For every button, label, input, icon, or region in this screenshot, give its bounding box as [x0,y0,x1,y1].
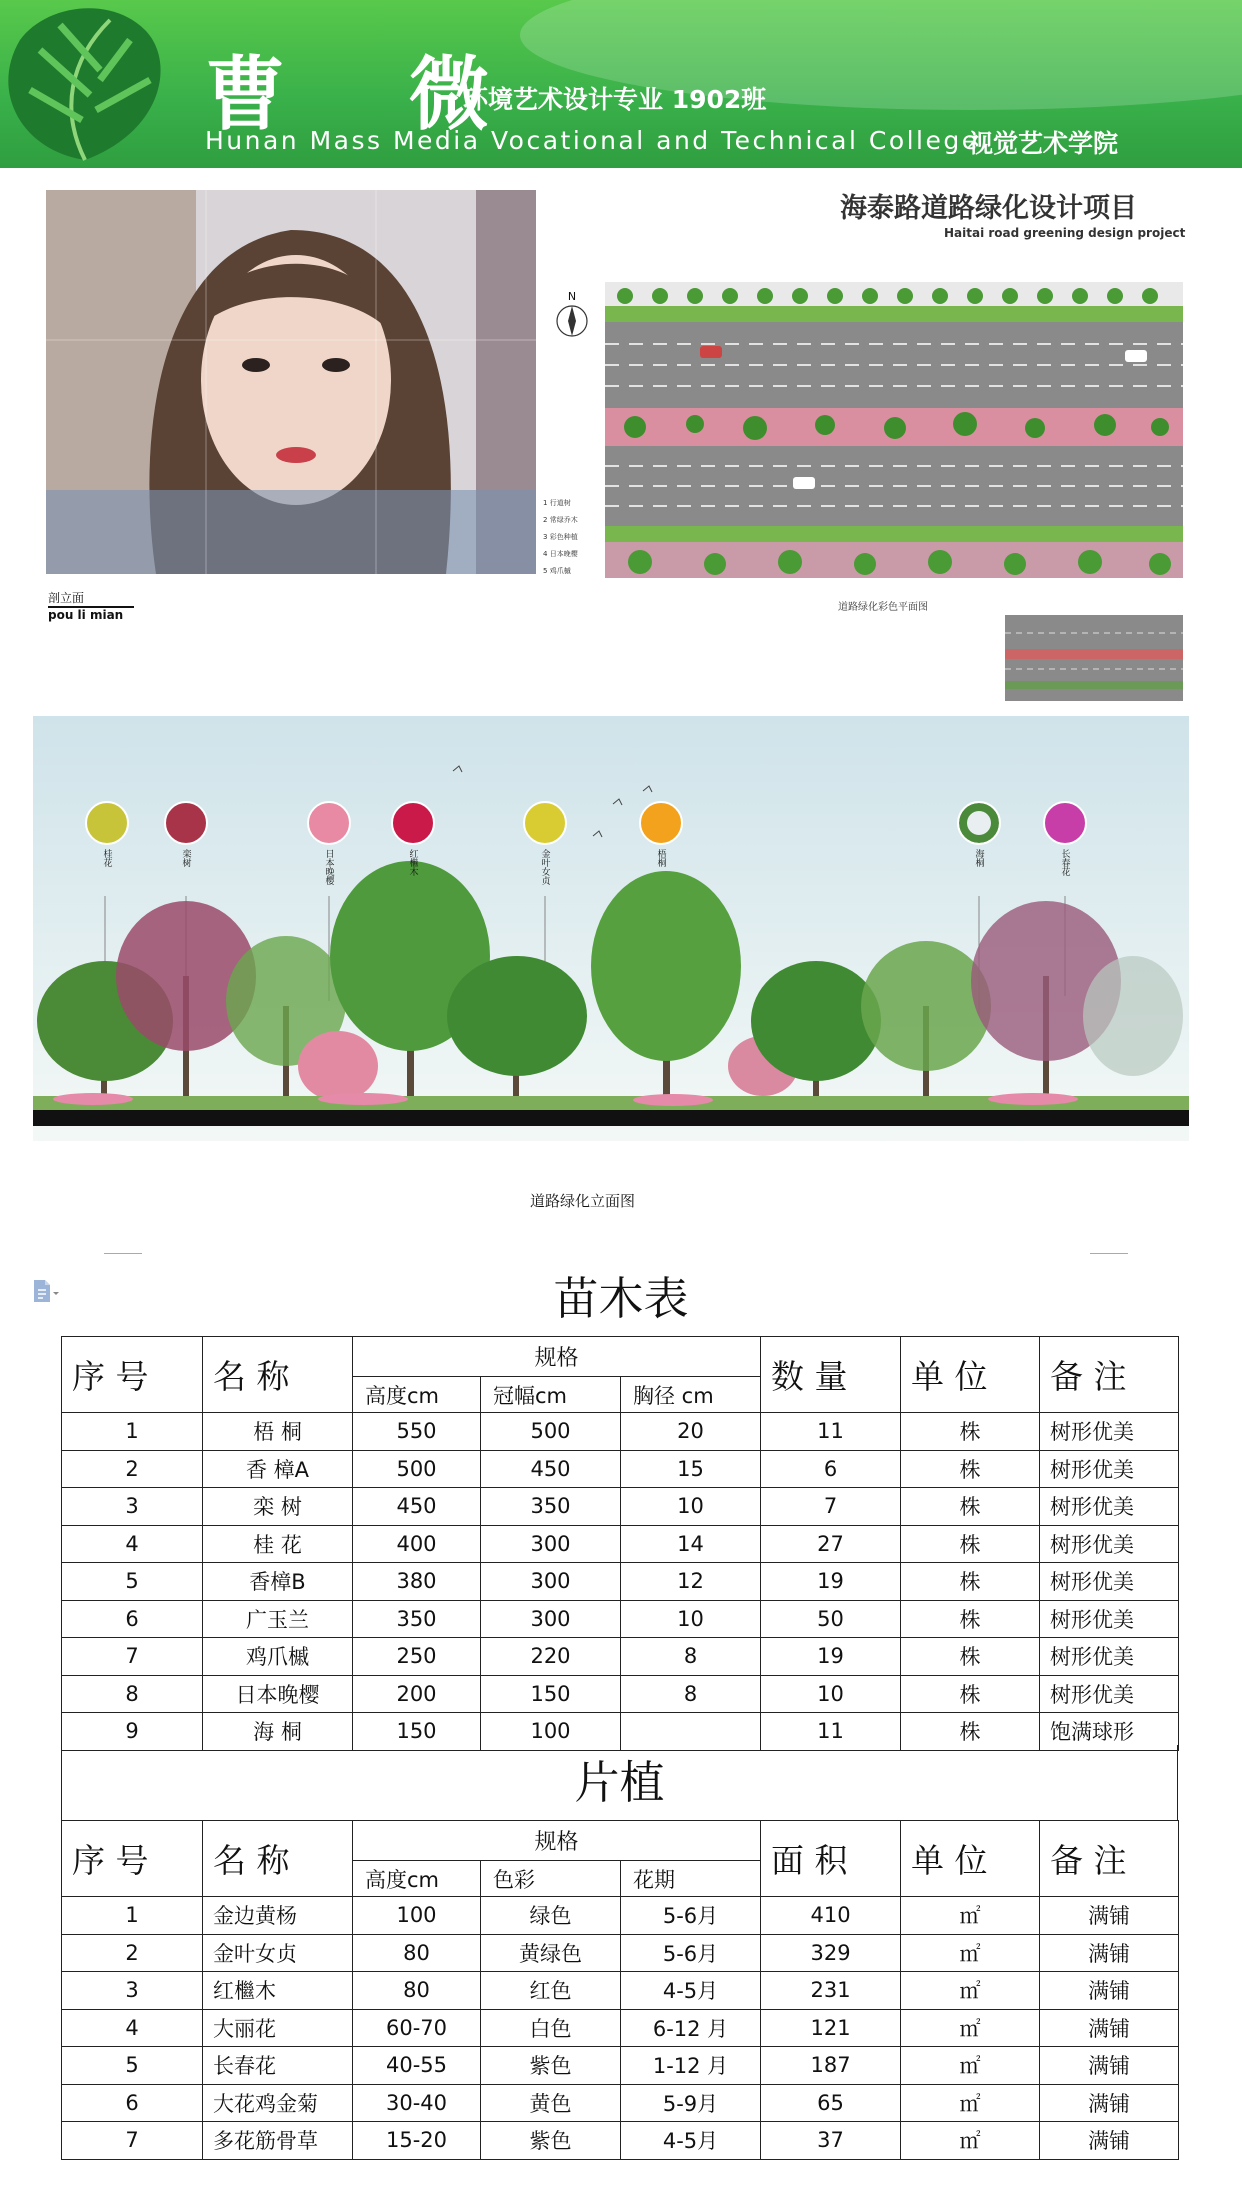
flower-thumbnail-icon [523,801,567,845]
flower-thumbnail-icon [1043,801,1087,845]
header-no: 序 号 [62,1337,203,1413]
table-cell: 金叶女贞 [203,1934,353,1972]
table-cell: 8 [621,1675,761,1713]
table-cell: 3 [62,1488,203,1526]
table-cell: 450 [353,1488,481,1526]
table-row [62,1488,1179,1526]
table-cell: 65 [761,2084,901,2122]
header-area: 面 积 [761,1821,901,1897]
table-cell: 231 [761,1972,901,2010]
table-cell: 5-9月 [621,2084,761,2122]
table-cell: 10 [621,1600,761,1638]
table-cell: 1 [62,1897,203,1935]
table-cell: 紫色 [481,2122,621,2160]
table-cell: 350 [353,1600,481,1638]
project-subtitle: Haitai road greening design project [944,226,1186,240]
seedling-table-title: 苗木表 [553,1272,689,1325]
table-cell: 100 [481,1713,621,1751]
table-cell: 5-6月 [621,1897,761,1935]
table-cell: 满铺 [1040,1972,1179,2010]
header-name: 名 称 [203,1821,353,1897]
table-cell: 株 [901,1450,1040,1488]
table-cell: 15-20 [353,2122,481,2160]
table-row [62,1972,1179,2010]
table-cell: 6-12 月 [621,2009,761,2047]
table-cell: 2 [62,1450,203,1488]
legend-item: 2 常绿乔木 [543,516,578,524]
table-cell: ㎡ [901,1934,1040,1972]
table-cell: 7 [62,2122,203,2160]
table-cell: 300 [481,1563,621,1601]
header-unit: 单 位 [901,1337,1040,1413]
table-cell: 500 [353,1450,481,1488]
table-cell: 株 [901,1488,1040,1526]
table-cell: ㎡ [901,1972,1040,2010]
table-cell: 6 [62,1600,203,1638]
table-cell: 19 [761,1638,901,1676]
compass-label: N [567,290,577,303]
table-row [62,1897,1179,1935]
planting-table [61,1820,1179,2160]
table-cell: 380 [353,1563,481,1601]
table-cell: 梧 桐 [203,1413,353,1451]
table-row [62,1525,1179,1563]
table-cell: ㎡ [901,2009,1040,2047]
table-cell: 410 [761,1897,901,1935]
header-no: 序 号 [62,1821,203,1897]
header-bloom: 花期 [621,1861,761,1897]
table-cell: 7 [761,1488,901,1526]
flower-thumbnail-icon [639,801,683,845]
header-qty: 数 量 [761,1337,901,1413]
table-row [62,1563,1179,1601]
table-cell: 11 [761,1713,901,1751]
table-cell: 400 [353,1525,481,1563]
plant-label: 栾树 [164,801,208,867]
table-cell: 150 [353,1713,481,1751]
header-name: 名 称 [203,1337,353,1413]
table-row [62,1638,1179,1676]
portrait-caption-cn: 剖立面 [48,591,85,605]
author-name: 曹 微 [205,47,537,141]
table-row [62,2084,1179,2122]
table-cell: 株 [901,1563,1040,1601]
table-cell: 树形优美 [1040,1525,1179,1563]
flower-thumbnail-icon [85,801,129,845]
planting-table-body [62,1897,1179,2160]
table-cell: 1 [62,1413,203,1451]
table-cell: 株 [901,1413,1040,1451]
table-cell: 7 [62,1638,203,1676]
table-row [62,1450,1179,1488]
table-cell: 20 [621,1413,761,1451]
table-cell: 树形优美 [1040,1600,1179,1638]
table-cell: 白色 [481,2009,621,2047]
table-cell: 株 [901,1638,1040,1676]
table-cell: 8 [621,1638,761,1676]
page-corner-mark [104,1253,142,1254]
table-cell: 500 [481,1413,621,1451]
header-spec: 规格 [353,1821,761,1861]
table-cell: 黄色 [481,2084,621,2122]
table-cell: 550 [353,1413,481,1451]
table-cell: 12 [621,1563,761,1601]
table-row [62,1675,1179,1713]
table-cell: 100 [353,1897,481,1935]
table-cell: 15 [621,1450,761,1488]
table-cell: 饱满球形 [1040,1713,1179,1751]
header-crown: 冠幅cm [481,1377,621,1413]
table-cell: ㎡ [901,2122,1040,2160]
table-cell: ㎡ [901,2084,1040,2122]
table-cell: 329 [761,1934,901,1972]
legend-item: 5 鸡爪槭 [543,567,571,575]
table-cell: 60-70 [353,2009,481,2047]
school-name: 视觉艺术学院 [968,129,1119,158]
table-cell: 350 [481,1488,621,1526]
table-cell: 香樟B [203,1563,353,1601]
plant-label: 桂花 [85,801,129,867]
table-cell: 300 [481,1600,621,1638]
table-cell: 300 [481,1525,621,1563]
table-cell: 450 [481,1450,621,1488]
header-color: 色彩 [481,1861,621,1897]
table-cell: 绿色 [481,1897,621,1935]
table-cell: 6 [761,1450,901,1488]
seedling-table [61,1336,1179,1751]
table-cell: 株 [901,1600,1040,1638]
color-plan-drawing [605,282,1183,578]
table-cell: 桂 花 [203,1525,353,1563]
table-row [62,1413,1179,1451]
table-cell: 株 [901,1525,1040,1563]
table-cell: 满铺 [1040,2122,1179,2160]
table-cell: 80 [353,1934,481,1972]
elevation-caption: 道路绿化立面图 [530,1192,636,1210]
plant-label: 日本晚樱 [307,801,351,885]
legend-item: 1 行道树 [543,499,571,507]
table-cell: 220 [481,1638,621,1676]
table-cell: 黄绿色 [481,1934,621,1972]
legend-item: 3 彩色种植 [543,533,578,541]
plan-legend [543,495,578,580]
table-cell: 金边黄杨 [203,1897,353,1935]
planting-table-title: 片植 [61,1745,1178,1821]
flower-thumbnail-icon [307,801,351,845]
table-cell: 株 [901,1675,1040,1713]
table-row [62,2047,1179,2085]
table-cell: 4 [62,2009,203,2047]
table-cell: 满铺 [1040,2084,1179,2122]
table-cell: 4-5月 [621,2122,761,2160]
header-unit: 单 位 [901,1821,1040,1897]
plant-label: 海桐 [957,801,1001,867]
table-cell: 200 [353,1675,481,1713]
table-cell: 3 [62,1972,203,2010]
table-cell: 10 [761,1675,901,1713]
legend-item: 4 日本晚樱 [543,550,578,558]
flower-thumbnail-icon [957,801,1001,845]
table-cell: 2 [62,1934,203,1972]
table-cell: ㎡ [901,1897,1040,1935]
table-cell: 满铺 [1040,1934,1179,1972]
header-height: 高度cm [353,1861,481,1897]
table-cell: 19 [761,1563,901,1601]
table-cell: 187 [761,2047,901,2085]
table-cell: 红色 [481,1972,621,2010]
table-cell: 4-5月 [621,1972,761,2010]
table-cell: 121 [761,2009,901,2047]
table-cell: 日本晚樱 [203,1675,353,1713]
table-cell: 株 [901,1713,1040,1751]
table-cell: 树形优美 [1040,1488,1179,1526]
table-cell: 树形优美 [1040,1563,1179,1601]
college-name: Hunan Mass Media Vocational and Technical College [205,126,980,155]
table-cell: 1-12 月 [621,2047,761,2085]
table-cell: 150 [481,1675,621,1713]
plant-label: 红檵木 [391,801,435,876]
table-cell: 栾 树 [203,1488,353,1526]
table-cell: 250 [353,1638,481,1676]
portrait-photo [46,190,536,574]
table-cell: 4 [62,1525,203,1563]
page-corner-mark [1090,1253,1128,1254]
table-row [62,2009,1179,2047]
table-cell: 27 [761,1525,901,1563]
header-banner [0,0,1242,168]
table-cell: 大丽花 [203,2009,353,2047]
header-spec: 规格 [353,1337,761,1377]
table-cell: 树形优美 [1040,1638,1179,1676]
header-note: 备 注 [1040,1821,1179,1897]
table-cell: 红檵木 [203,1972,353,2010]
table-cell: 30-40 [353,2084,481,2122]
table-cell: 9 [62,1713,203,1751]
table-cell: 大花鸡金菊 [203,2084,353,2122]
north-compass-icon [555,290,589,342]
table-cell: 满铺 [1040,2047,1179,2085]
table-cell: 80 [353,1972,481,2010]
header-note: 备 注 [1040,1337,1179,1413]
plan-caption: 道路绿化彩色平面图 [838,602,928,613]
seedling-table-body [62,1413,1179,1751]
header-height: 高度cm [353,1377,481,1413]
table-cell: 8 [62,1675,203,1713]
header-dbh: 胸径 cm [621,1377,761,1413]
table-row [62,1934,1179,1972]
plant-label: 金叶女贞 [523,801,567,885]
table-cell: 5-6月 [621,1934,761,1972]
table-cell: 多花筋骨草 [203,2122,353,2160]
elevation-plant-labels [33,716,1189,916]
table-cell: 长春花 [203,2047,353,2085]
table-cell: ㎡ [901,2047,1040,2085]
flower-thumbnail-icon [391,801,435,845]
table-cell: 10 [621,1488,761,1526]
table-row [62,2122,1179,2160]
table-cell: 5 [62,2047,203,2085]
table-cell: 50 [761,1600,901,1638]
table-cell: 紫色 [481,2047,621,2085]
table-cell: 14 [621,1525,761,1563]
table-cell: 海 桐 [203,1713,353,1751]
table-cell: 11 [761,1413,901,1451]
table-cell: 满铺 [1040,2009,1179,2047]
project-title: 海泰路道路绿化设计项目 [840,193,1137,224]
table-row [62,1600,1179,1638]
table-cell: 树形优美 [1040,1413,1179,1451]
flower-thumbnail-icon [164,801,208,845]
table-cell: 广玉兰 [203,1600,353,1638]
table-cell: 6 [62,2084,203,2122]
table-cell: 满铺 [1040,1897,1179,1935]
plant-label: 长春花 [1043,801,1087,876]
table-cell: 5 [62,1563,203,1601]
key-map-thumbnail [1005,615,1183,701]
monstera-leaf-icon [0,0,170,168]
portrait-caption-en: pou li mian [48,608,124,622]
table-cell: 香 樟A [203,1450,353,1488]
table-cell: 40-55 [353,2047,481,2085]
table-cell: 鸡爪槭 [203,1638,353,1676]
major-class: 环境艺术设计专业 1902班 [463,85,767,114]
table-cell: 树形优美 [1040,1675,1179,1713]
plant-label: 梧桐 [639,801,683,867]
table-cell: 37 [761,2122,901,2160]
table-cell: 树形优美 [1040,1450,1179,1488]
